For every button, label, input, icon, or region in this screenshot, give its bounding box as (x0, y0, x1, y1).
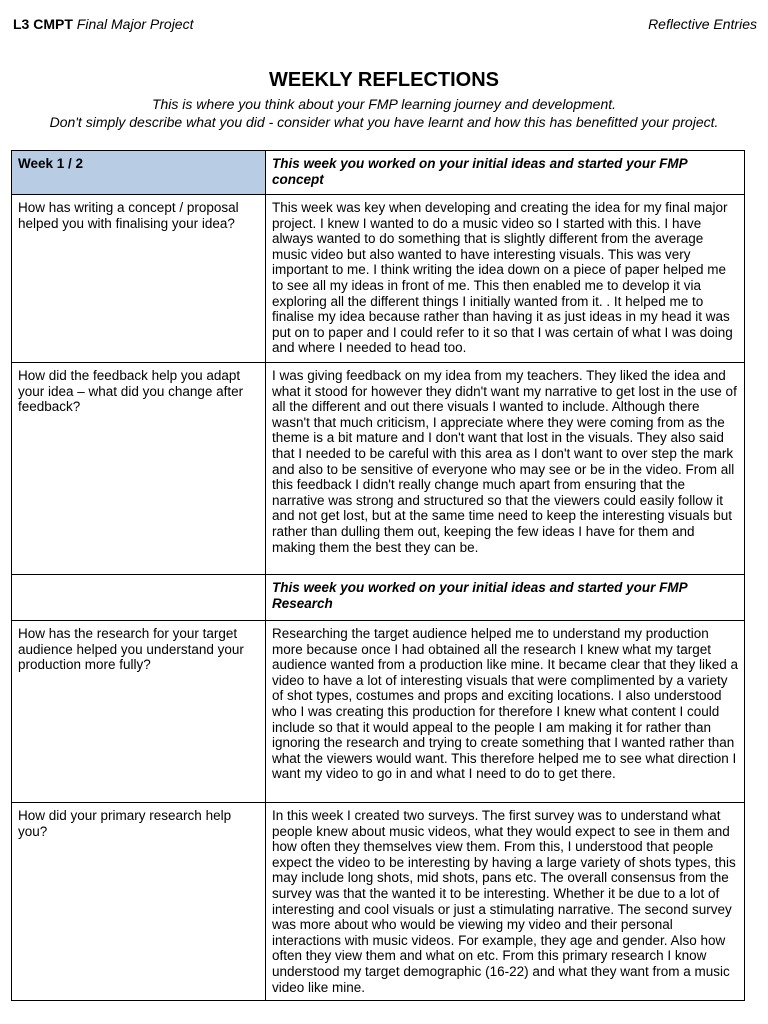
question-cell: How has writing a concept / proposal helped you with finalising your idea? (12, 195, 266, 363)
section-name: Reflective Entries (648, 16, 757, 32)
table-row (12, 195, 745, 363)
question-cell: How has the research for your target audience helped you understand your production more fully? (12, 621, 266, 803)
page-header (13, 15, 757, 33)
empty-cell (12, 575, 266, 621)
answer-cell: I was giving feedback on my idea from my teachers. They liked the idea and what it stood for however they didn't want my narrative to get lost in the use of all the different and out there visuals I wanted to include. Although there wasn't that much criticism, I appreciate where they were coming from as the theme is a bit mature and I don't want that lost in the visuals. They also said that I needed to be careful with this area as I don't want to over step the mark and also to be sensitive of everyone who may see or be in the video. From all this feedback I didn't really change much apart from ensuring that the narrative was strong and structured so that the viewers could easily follow it and not get lost, but at the same time need to keep the interesting visuals but rather than dulling them out, keeping the few ideas I have for them and making them the best they can be. (266, 363, 745, 575)
section-heading-research: This week you worked on your initial ideas and started your FMP Research (266, 575, 745, 621)
subtitle-1: This is where you think about your FMP learning journey and development. (151, 96, 617, 112)
table-row (12, 621, 745, 803)
answer-cell: In this week I created two surveys. The first survey was to understand what people knew about music videos, what they would expect to see in them and how often they themselves view them. From this, I understood that people expect the video to be interesting by having a large variety of shots types, this may include long shots, mid shots, pans etc. The overall consensus from the survey was that the wanted it to be interesting. Whether it be due to a lot of interesting and cool visuals or just a stimulating narrative. The second survey was more about who would be viewing my video and their personal interactions with music videos. For example, they age and gender. Also how often they view them and what on etc. From this primary research I know understood my target demographic (16-22) and what they want from a music video like mine. (266, 803, 745, 1001)
subtitle-2: Don't simply describe what you did - consider what you have learnt and how this has benefitted your project. (49, 114, 719, 130)
question-cell: How did the feedback help you adapt your idea – what did you change after feedback? (12, 363, 266, 575)
week-label: Week 1 / 2 (12, 151, 266, 195)
answer-cell: Researching the target audience helped me to understand my production more because once I had obtained all the research I knew what my target audience wanted from a production like mine. It became clear that they liked a video to have a lot of interesting visuals that were complimented by a variety of shot types, costumes and props and exciting locations. I also understood who I was creating this production for therefore I knew what content I could include so that it would appeal to the people I am making it for rather than ignoring the research and trying to create something that I wanted rather than what the viewers would want. This therefore helped me to see what direction I want my video to go in and what I need to do to get there. (266, 621, 745, 803)
question-cell: How did your primary research help you? (12, 803, 266, 1001)
reflections-table (11, 150, 745, 1001)
table-row (12, 575, 745, 621)
answer-cell: This week was key when developing and creating the idea for my final major project. I knew I wanted to do a music video so I started with this. I have always wanted to do something that is slightly different from the average music video but also wanted to have interesting visuals. This was very important to me. I think writing the idea down on a piece of paper helped me to see all my ideas in front of me. This then enabled me to develop it via exploring all the different things I initially wanted from it. . It helped me to finalise my idea because rather than having it as just ideas in my head it was put on to paper and I could refer to it so that I was certain of what I was doing and where I needed to head too. (266, 195, 745, 363)
table-row (12, 363, 745, 575)
course-code: L3 CMPT (13, 16, 73, 32)
table-row (12, 803, 745, 1001)
section-heading-concept: This week you worked on your initial ideas and started your FMP concept (266, 151, 745, 195)
course-name (13, 15, 193, 33)
table-row (12, 151, 745, 195)
page-title: WEEKLY REFLECTIONS (268, 69, 500, 91)
course-title: Final Major Project (76, 16, 194, 32)
